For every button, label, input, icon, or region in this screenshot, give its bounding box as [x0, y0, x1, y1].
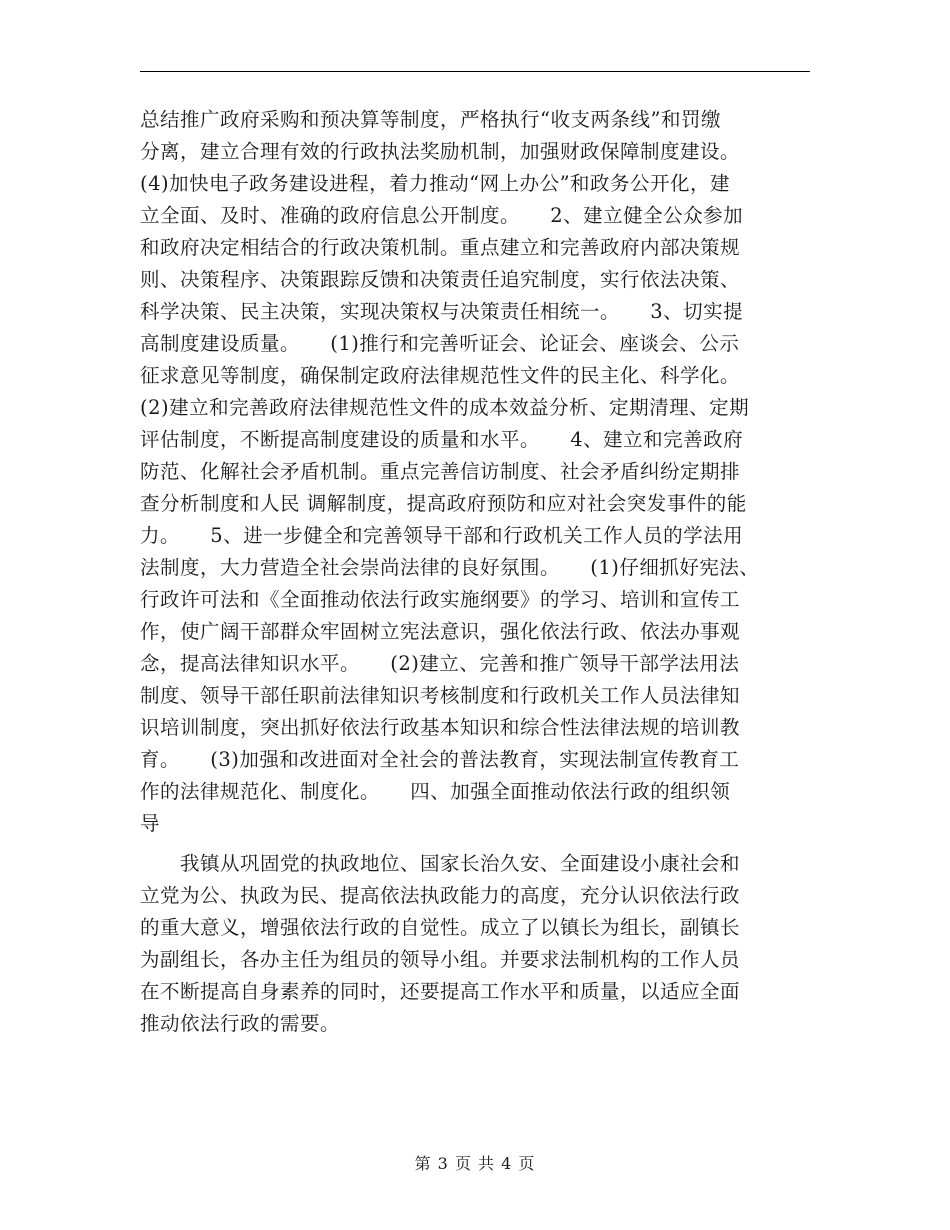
text-line: (2)建立和完善政府法律规范性文件的成本效益分析、定期清理、定期 [140, 396, 750, 419]
text-line: 立党为公、执政为民、提高依法执政能力的高度，充分认识依法行政 [140, 884, 741, 907]
text-line: 识培训制度，突出抓好依法行政基本知识和综合性法律法规的培训教 [140, 716, 741, 739]
text-line: 分离，建立合理有效的行政执法奖励机制，加强财政保障制度建设。 [140, 140, 741, 163]
text-line: 和政府决定相结合的行政决策机制。重点建立和完善政府内部决策规 [140, 236, 741, 259]
text-line: 作，使广阔干部群众牢固树立宪法意识，强化依法行政、依法办事观 [140, 620, 741, 643]
text-line: (4)加快电子政务建设进程，着力推动“网上办公”和政务公开化，建 [140, 172, 731, 195]
text-line: 我镇从巩固党的执政地位、国家长治久安、全面建设小康社会和 [140, 852, 741, 875]
text-line: 力。 5、进一步健全和完善领导干部和行政机关工作人员的学法用 [140, 524, 744, 547]
text-line: 则、决策程序、决策跟踪反馈和决策责任追究制度，实行依法决策、 [140, 268, 741, 291]
text-line: 法制度，大力营造全社会崇尚法律的良好氛围。 (1)仔细抓好宪法、 [140, 556, 760, 579]
text-line: 行政许可法和《全面推动依法行政实施纲要》的学习、培训和宣传工 [140, 588, 741, 611]
page-number-footer: 第 3 页 共 4 页 [414, 1154, 536, 1173]
text-line: 防范、化解社会矛盾机制。重点完善信访制度、社会矛盾纠纷定期排 [140, 460, 741, 483]
text-line: 念，提高法律知识水平。 (2)建立、完善和推广领导干部学法用法 [140, 652, 740, 675]
text-line: 总结推广政府采购和预决算等制度，严格执行“收支两条线”和罚缴 [140, 108, 721, 131]
text-line: 高制度建设质量。 (1)推行和完善听证会、论证会、座谈会、公示 [140, 332, 740, 355]
text-line: 评估制度，不断提高制度建设的质量和水平。 4、建立和完善政府 [140, 428, 744, 451]
text-line: 立全面、及时、准确的政府信息公开制度。 2、建立健全公众参加 [140, 204, 744, 227]
text-line: 作的法律规范化、制度化。 四、加强全面推动依法行政的组织领 [140, 780, 731, 803]
text-line: 查分析制度和人民 调解制度，提高政府预防和应对社会突发事件的能 [140, 492, 747, 515]
text-line: 为副组长，各办主任为组员的领导小组。并要求法制机构的工作人员 [140, 948, 741, 971]
paragraph-gap [140, 840, 820, 848]
paragraph-2 [140, 848, 820, 1040]
header-rule [140, 71, 810, 72]
text-line: 在不断提高自身素养的同时，还要提高工作水平和质量，以适应全面 [140, 980, 741, 1003]
text-line: 的重大意义，增强依法行政的自觉性。成立了以镇长为组长，副镇长 [140, 916, 741, 939]
text-line: 推动依法行政的需要。 [140, 1012, 341, 1035]
text-line: 科学决策、民主决策，实现决策权与决策责任相统一。 3、切实提 [140, 300, 744, 323]
text-line: 征求意见等制度，确保制定政府法律规范性文件的民主化、科学化。 [140, 364, 741, 387]
text-line: 导 [140, 812, 161, 835]
document-body [140, 104, 820, 1040]
text-line: 育。 (3)加强和改进面对全社会的普法教育，实现法制宣传教育工 [140, 748, 740, 771]
paragraph-1 [140, 104, 820, 840]
text-line: 制度、领导干部任职前法律知识考核制度和行政机关工作人员法律知 [140, 684, 741, 707]
